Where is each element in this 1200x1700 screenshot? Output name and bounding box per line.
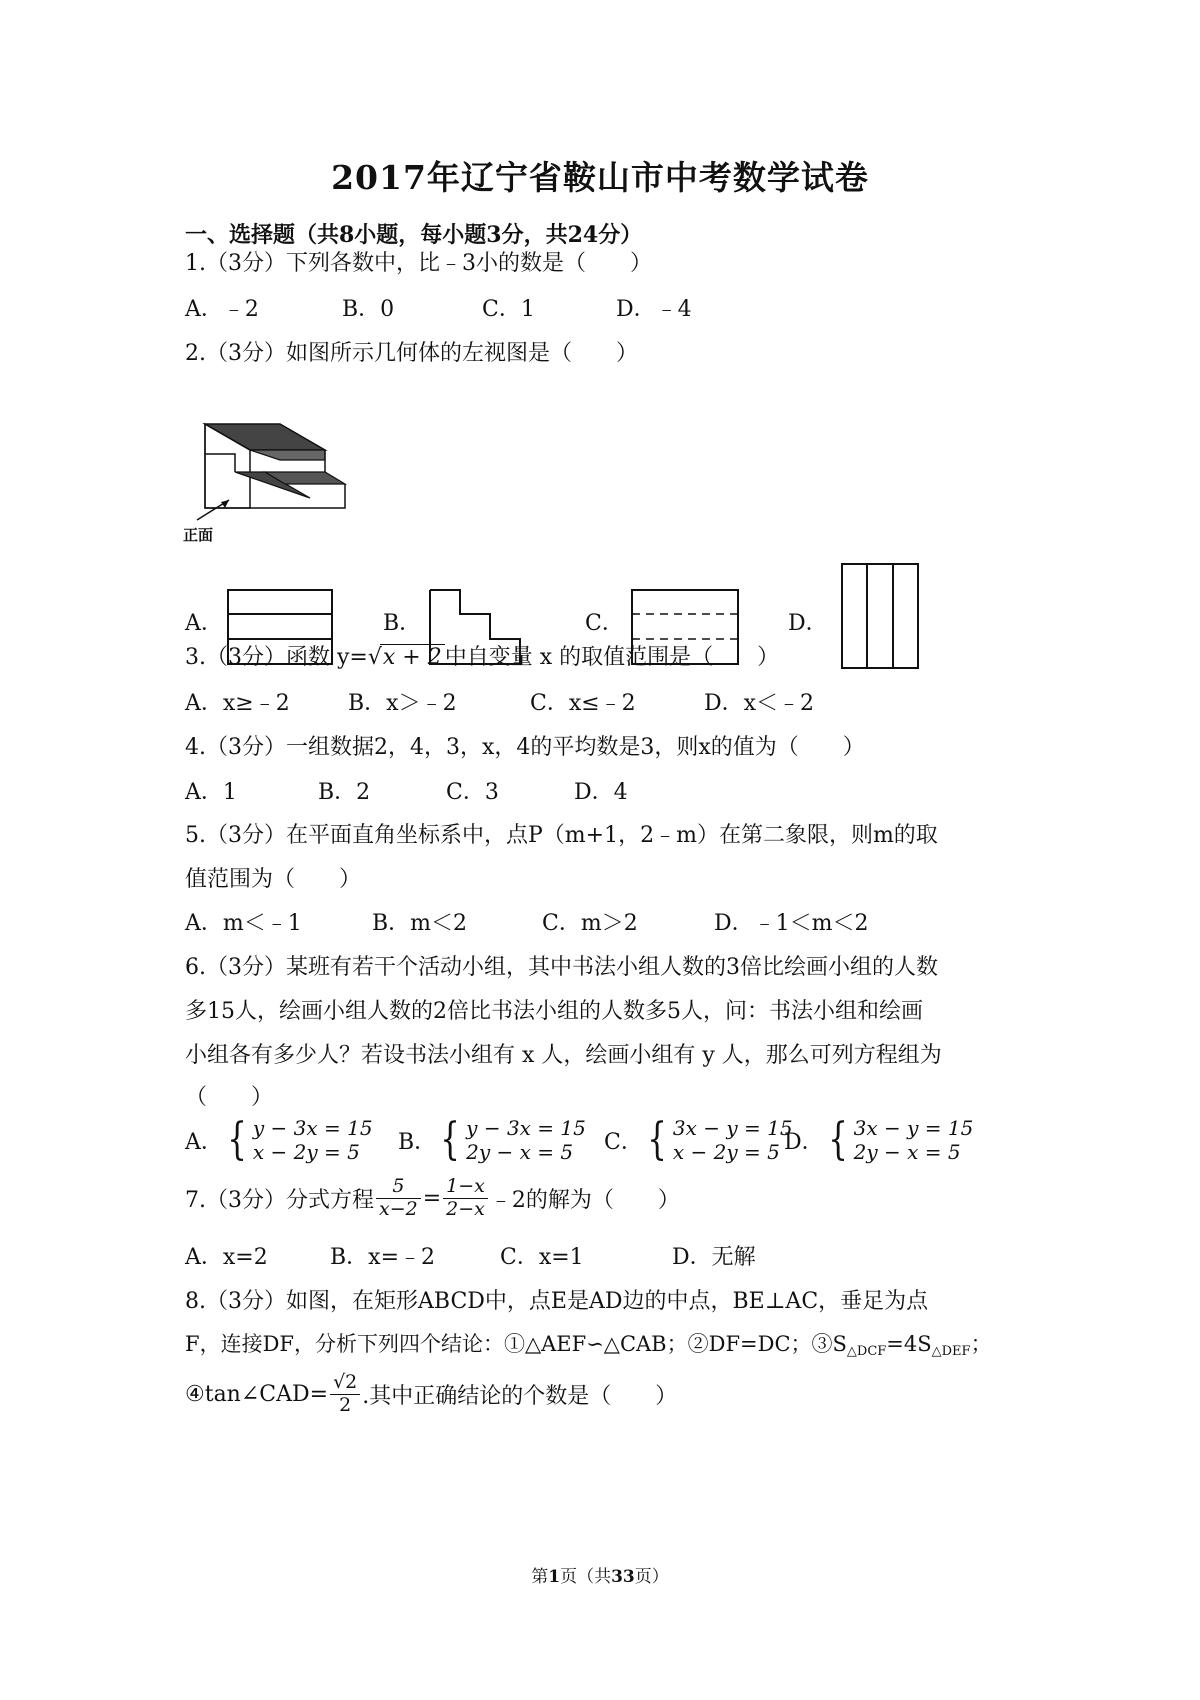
q3-option-a[interactable]: A．x≥﹣2 (185, 691, 290, 716)
question-8-stem-line3 (185, 1372, 677, 1417)
q8-end: ； (970, 1332, 992, 1356)
q3-option-d[interactable]: D．x＜﹣2 (704, 691, 815, 716)
q8-line3-before: ④tan∠CAD= (185, 1381, 329, 1407)
q7-option-c[interactable]: C．x=1 (500, 1245, 584, 1270)
q7-option-a[interactable]: A．x=2 (185, 1245, 268, 1270)
q1-option-b[interactable]: B．0 (342, 297, 395, 322)
q7-frac1-den: x−2 (379, 1197, 418, 1220)
q5-option-b[interactable]: B．m＜2 (372, 911, 468, 936)
q6-option-c-letter: C． (604, 1129, 643, 1155)
footer-middle: 页（共 (560, 1567, 612, 1587)
question-6-stem-line2: 多15人，绘画小组人数的2倍比书法小组的人数多5人，问：书法小组和绘画 (185, 999, 923, 1024)
q7-frac2-num: 1−x (443, 1176, 488, 1199)
q6-c-eq1: 3x − y = 15 (672, 1116, 793, 1140)
q6-option-b[interactable]: B． { y − 3x = 15 2y − x = 5 (398, 1114, 586, 1165)
q6-b-eq2: 2y − x = 5 (466, 1140, 574, 1164)
question-6-stem-line3: 小组各有多少人？若设书法小组有 x 人，绘画小组有 y 人，那么可列方程组为 (185, 1043, 942, 1068)
question-5-stem-line1: 5.（3分）在平面直角坐标系中，点P（m+1，2﹣m）在第二象限，则m的取 (185, 823, 938, 848)
section-heading: 一、选择题（共8小题，每小题3分，共24分） (185, 222, 643, 248)
question-5-stem-line2: 值范围为（ ） (185, 867, 362, 892)
q2-option-d-figure[interactable] (840, 562, 920, 670)
question-6-stem-line4: （ ） (185, 1085, 274, 1110)
q8-mid: =4S (886, 1332, 932, 1356)
page-title: 2017年辽宁省鞍山市中考数学试卷 (331, 158, 869, 197)
q2-option-d-letter[interactable]: D． (788, 611, 828, 636)
question-3-stem: 3.（3分）函数 y=√x + 2 中自变量 x 的取值范围是（ ） (185, 645, 780, 670)
q6-option-d-letter: D． (784, 1129, 824, 1155)
q5-option-d[interactable]: D．﹣1＜m＜2 (714, 911, 869, 936)
q3-option-c[interactable]: C．x≤﹣2 (530, 691, 636, 716)
q6-c-eq2: x − 2y = 5 (672, 1140, 780, 1164)
footer-page-number: 1 (548, 1567, 561, 1587)
q6-d-eq1: 3x − y = 15 (853, 1116, 974, 1140)
q4-option-a[interactable]: A．1 (185, 780, 237, 805)
q2-option-a-letter[interactable]: A． (185, 611, 223, 636)
q6-option-d[interactable]: D． { 3x − y = 15 2y − x = 5 (784, 1114, 974, 1165)
q4-option-d[interactable]: D．4 (574, 780, 628, 805)
question-8-stem-line2 (185, 1328, 992, 1359)
footer-total-pages: 33 (611, 1567, 635, 1587)
question-8-stem-line1: 8.（3分）如图，在矩形ABCD中，点E是AD边的中点，BE⊥AC，垂足为点 (185, 1289, 929, 1314)
q7-frac1-num: 5 (376, 1176, 421, 1199)
footer-suffix: 页） (634, 1567, 669, 1587)
q7-stem-before: 7.（3分）分式方程 (185, 1187, 374, 1213)
q7-stem-after: ﹣2的解为（ ） (489, 1187, 680, 1213)
q6-a-eq1: y − 3x = 15 (252, 1116, 373, 1140)
q4-option-b[interactable]: B．2 (318, 780, 371, 805)
q5-option-a[interactable]: A．m＜﹣1 (185, 911, 302, 936)
q3-radicand: x + 2 (380, 644, 445, 670)
q8-frac-num: √2 (330, 1372, 360, 1395)
q8-fraction (330, 1372, 360, 1417)
q6-option-a-letter: A． (185, 1129, 223, 1155)
q7-fraction-1 (376, 1176, 421, 1221)
q6-a-eq2: x − 2y = 5 (252, 1140, 360, 1164)
q2-option-b-letter[interactable]: B． (383, 611, 422, 636)
q5-option-c[interactable]: C．m＞2 (542, 911, 638, 936)
q3-stem-before: 3.（3分）函数 y= (185, 645, 368, 670)
q7-option-d[interactable]: D．无解 (672, 1245, 756, 1270)
q8-sub-def: △DEF (931, 1344, 971, 1359)
question-6-stem-line1: 6.（3分）某班有若干个活动小组，其中书法小组人数的3倍比绘画小组的人数 (185, 955, 938, 980)
q4-option-c[interactable]: C．3 (446, 780, 499, 805)
footer-prefix: 第 (531, 1567, 549, 1587)
front-label: 正面 (183, 526, 214, 544)
stair-solid-figure (185, 410, 355, 520)
q2-option-c-letter[interactable]: C． (585, 611, 624, 636)
q1-option-d[interactable]: D．﹣4 (616, 297, 692, 322)
q8-line3-after: .其中正确结论的个数是（ ） (362, 1383, 678, 1409)
q8-sub-dcf: △DCF (846, 1344, 887, 1359)
q1-option-c[interactable]: C．1 (482, 297, 535, 322)
q8-line2-text: F，连接DF，分析下列四个结论：①△AEF∽△CAB；②DF=DC；③S (185, 1332, 847, 1356)
q6-d-eq2: 2y − x = 5 (853, 1140, 961, 1164)
q6-option-c[interactable]: C． { 3x − y = 15 x − 2y = 5 (604, 1114, 793, 1165)
question-2-stem: 2.（3分）如图所示几何体的左视图是（ ） (185, 341, 638, 366)
q3-stem-after: 中自变量 x 的取值范围是（ ） (444, 645, 780, 670)
question-4-stem: 4.（3分）一组数据2，4，3，x，4的平均数是3，则x的值为（ ） (185, 735, 865, 760)
q6-b-eq1: y − 3x = 15 (466, 1116, 586, 1140)
question-1-stem: 1.（3分）下列各数中，比﹣3小的数是（ ） (185, 251, 652, 276)
q8-frac-den: 2 (339, 1393, 352, 1416)
q7-fraction-2 (443, 1176, 488, 1221)
q6-option-a[interactable]: A． { y − 3x = 15 x − 2y = 5 (185, 1114, 373, 1165)
q3-option-b[interactable]: B．x＞﹣2 (348, 691, 457, 716)
q7-option-b[interactable]: B．x=﹣2 (330, 1245, 436, 1270)
q1-option-a[interactable]: A．﹣2 (185, 297, 259, 322)
page-footer (0, 1562, 1200, 1587)
question-7-stem (185, 1176, 680, 1221)
q7-frac2-den: 2−x (446, 1197, 485, 1220)
q6-option-b-letter: B． (398, 1129, 437, 1155)
q7-equals: = (422, 1185, 442, 1211)
